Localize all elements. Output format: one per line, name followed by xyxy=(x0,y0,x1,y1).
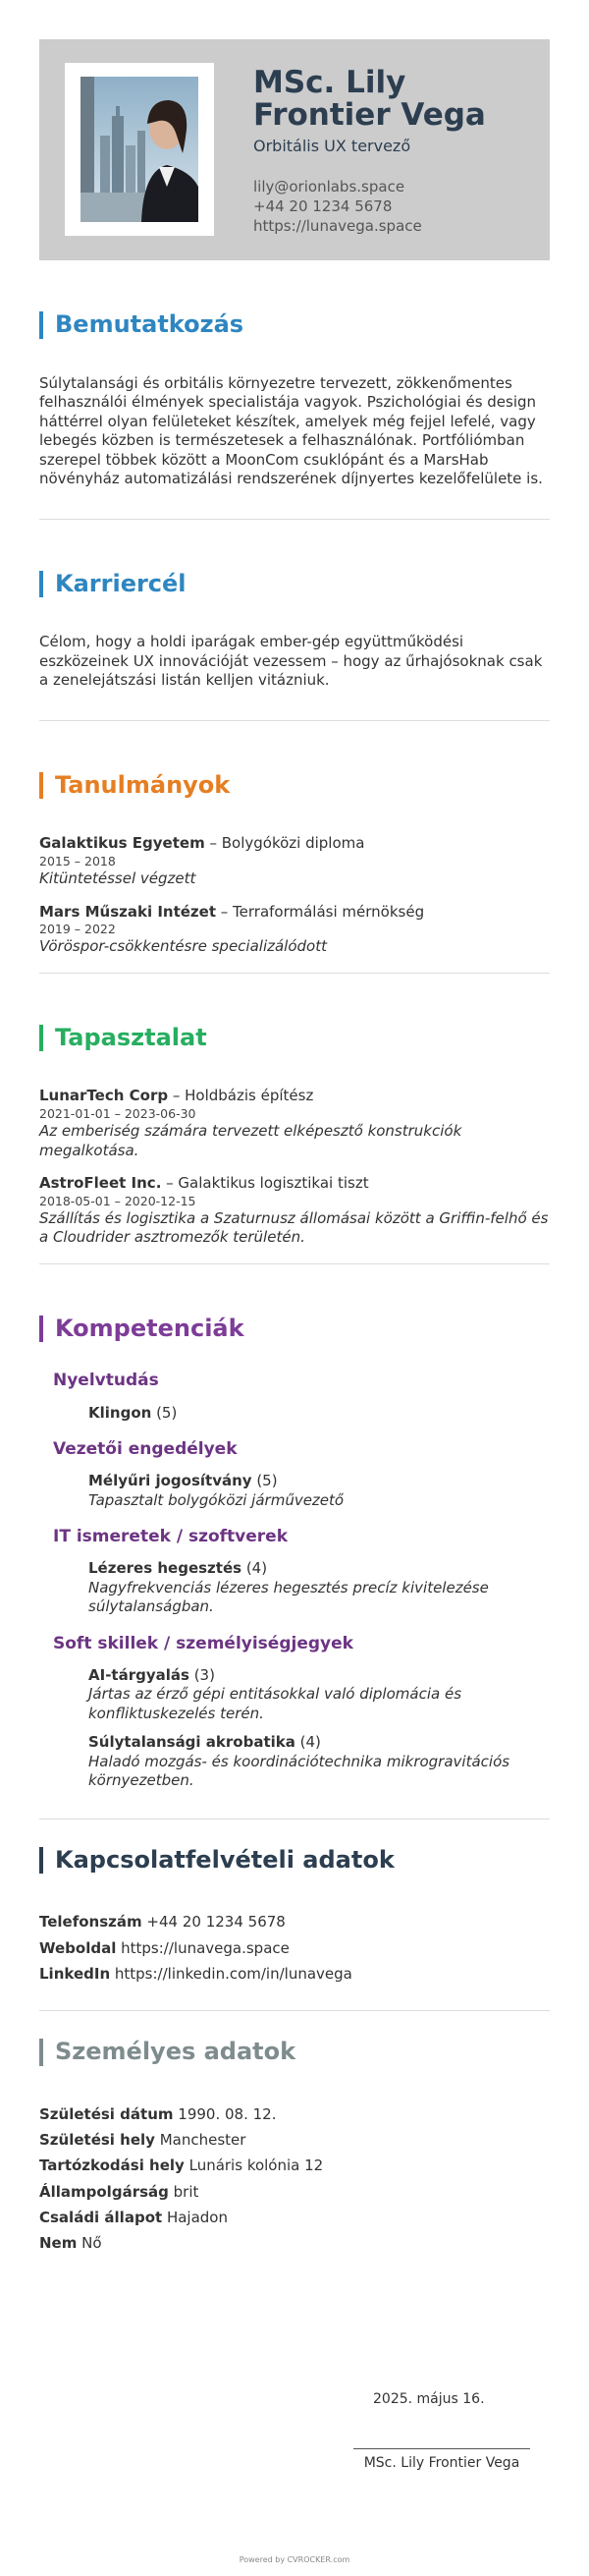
personal-value: Hajadon xyxy=(162,2208,228,2226)
experience-dates: 2021-01-01 – 2023-06-30 xyxy=(39,1105,196,1121)
education-dates: 2015 – 2018 xyxy=(39,853,116,868)
profile-photo xyxy=(80,77,198,222)
skill-group xyxy=(39,1370,550,1423)
intro-section xyxy=(39,260,550,520)
contact-value[interactable]: https://linkedin.com/in/lunavega xyxy=(110,1964,352,1983)
contact-label: Weboldal xyxy=(39,1938,117,1957)
skill-level: (5) xyxy=(251,1472,278,1490)
education-entry xyxy=(39,903,550,957)
personal-title: Személyes adatok xyxy=(39,2039,550,2066)
personal-row xyxy=(39,2153,550,2178)
personal-row xyxy=(39,2127,550,2153)
skill-level: (5) xyxy=(151,1403,178,1422)
degree: – Bolygóközi diploma xyxy=(204,834,365,853)
education-title: Tanulmányok xyxy=(39,772,550,800)
signature-date: 2025. május 16. xyxy=(373,2391,485,2407)
header-website[interactable]: https://lunavega.space xyxy=(253,217,422,236)
skill-group-title: Soft skillek / személyiségjegyek xyxy=(53,1633,353,1653)
education-entry xyxy=(39,834,550,888)
contact-row xyxy=(39,1909,550,1934)
experience-note: Szállítás és logisztika a Szaturnusz állomásai között a Griffin-felhő és a Cloudrider asztromezők területén. xyxy=(39,1208,549,1247)
intro-text: Súlytalansági és orbitális környezetre tervezett, zökkenőmentes felhasználói élmények specialistája vagyok. Pszichológiai és design háttérrel olyan felületeket készítek, amelyek még fejjel lefelé, vagy lebegés közben is természetesek a felhasználónak. Portfóliómban szerepel többek között a MoonCom csuklópánt és a MarsHab növényház automatizálási rendszerének díjnyertes kezelőfelülete is. xyxy=(39,373,543,488)
signature-name: MSc. Lily Frontier Vega xyxy=(363,2455,520,2471)
role: – Galaktikus logisztikai tiszt xyxy=(161,1174,369,1193)
header-email[interactable]: lily@orionlabs.space xyxy=(253,177,405,196)
skill-name: Súlytalansági akrobatika xyxy=(88,1733,295,1752)
skills-title: Kompetenciák xyxy=(39,1316,550,1343)
company-name: LunarTech Corp xyxy=(39,1087,169,1105)
skill-name: Klingon xyxy=(88,1403,152,1422)
career-text: Célom, hogy a holdi iparágak ember-gép együttműködési eszközeinek UX innovációját vezessem – hogy az űrhajósoknak csak a zenelejátszási listán kelljen vitázniuk. xyxy=(39,633,543,690)
contact-value[interactable]: +44 20 1234 5678 xyxy=(141,1913,286,1932)
skill-level: (4) xyxy=(241,1559,268,1578)
profile-photo-frame xyxy=(65,63,214,236)
signature-line xyxy=(353,2448,530,2449)
skill-name: Mélyűri jogosítvány xyxy=(88,1472,252,1490)
skills-section xyxy=(39,1264,550,1820)
contact-row xyxy=(39,1935,550,1961)
contact-title: Kapcsolatfelvételi adatok xyxy=(39,1847,550,1875)
skill-group xyxy=(39,1526,550,1617)
career-section xyxy=(39,520,550,721)
skill-item xyxy=(53,1404,550,1424)
skill-group-title: IT ismeretek / szoftverek xyxy=(53,1527,288,1547)
education-note: Kitüntetéssel végzett xyxy=(39,869,196,888)
skill-item xyxy=(53,1559,550,1617)
contact-section xyxy=(39,1820,550,2011)
skill-item xyxy=(53,1733,550,1791)
personal-label: Állampolgárság xyxy=(39,2182,169,2201)
skill-description: Jártas az érző gépi entitásokkal való diplomácia és konfliktuskezelés terén. xyxy=(88,1685,462,1722)
skill-group xyxy=(39,1438,550,1510)
company-name: AstroFleet Inc. xyxy=(39,1174,162,1193)
contact-label: LinkedIn xyxy=(39,1964,111,1983)
skill-description: Nagyfrekvenciás lézeres hegesztés precíz kivitelezése súlytalanságban. xyxy=(88,1578,489,1616)
personal-row xyxy=(39,2205,550,2230)
personal-label: Születési hely xyxy=(39,2131,155,2150)
personal-row xyxy=(39,2230,550,2256)
experience-section xyxy=(39,974,550,1264)
skill-group-title: Vezetői engedélyek xyxy=(53,1439,238,1460)
skill-name: AI-tárgyalás xyxy=(88,1665,189,1684)
experience-entry xyxy=(39,1174,550,1248)
contact-value[interactable]: https://lunavega.space xyxy=(116,1938,290,1957)
school-name: Mars Műszaki Intézet xyxy=(39,902,216,921)
personal-row xyxy=(39,2101,550,2127)
personal-label: Tartózkodási hely xyxy=(39,2156,185,2175)
skill-description: Haladó mozgás- és koordinációtechnika mikrogravitációs környezetben. xyxy=(88,1752,510,1790)
personal-value: 1990. 08. 12. xyxy=(173,2104,277,2123)
personal-value: Lunáris kolónia 12 xyxy=(184,2156,324,2175)
education-section xyxy=(39,721,550,974)
experience-dates: 2018-05-01 – 2020-12-15 xyxy=(39,1193,196,1208)
experience-title: Tapasztalat xyxy=(39,1025,550,1052)
skill-name: Lézeres hegesztés xyxy=(88,1559,242,1578)
footer-credit[interactable]: Powered by CVROCKER.com xyxy=(239,2555,350,2564)
cv-header xyxy=(39,39,550,260)
skill-item xyxy=(53,1472,550,1510)
personal-row xyxy=(39,2179,550,2205)
personal-label: Nem xyxy=(39,2234,78,2253)
experience-entry xyxy=(39,1087,550,1160)
education-dates: 2019 – 2022 xyxy=(39,922,116,937)
career-title: Karriercél xyxy=(39,571,550,598)
contact-row xyxy=(39,1961,550,1987)
school-name: Galaktikus Egyetem xyxy=(39,834,205,853)
skill-level: (4) xyxy=(294,1733,321,1752)
personal-value: Manchester xyxy=(154,2131,246,2150)
skill-level: (3) xyxy=(188,1665,215,1684)
personal-value: Nő xyxy=(77,2234,102,2253)
role: – Holdbázis építész xyxy=(168,1087,314,1105)
contact-label: Telefonszám xyxy=(39,1913,142,1932)
header-contacts xyxy=(253,177,524,237)
header-text xyxy=(253,63,524,236)
job-title: Orbitális UX tervező xyxy=(253,136,411,155)
header-phone[interactable]: +44 20 1234 5678 xyxy=(253,196,393,215)
education-note: Vöröspor-csökkentésre specializálódott xyxy=(39,937,327,956)
degree: – Terraformálási mérnökség xyxy=(216,902,425,921)
personal-section xyxy=(39,2011,550,2256)
skill-group-title: Nyelvtudás xyxy=(53,1371,159,1391)
candidate-name: MSc. Lily Frontier Vega xyxy=(253,65,486,134)
intro-title: Bemutatkozás xyxy=(39,311,550,339)
personal-value: brit xyxy=(168,2182,199,2201)
skill-item xyxy=(53,1666,550,1724)
experience-note: Az emberiség számára tervezett elképesztő konstrukciók megalkotása. xyxy=(39,1122,462,1159)
skill-description: Tapasztalt bolygóközi járművezető xyxy=(88,1490,345,1509)
personal-label: Családi állapot xyxy=(39,2208,163,2226)
personal-label: Születési dátum xyxy=(39,2104,174,2123)
skill-group xyxy=(39,1633,550,1791)
